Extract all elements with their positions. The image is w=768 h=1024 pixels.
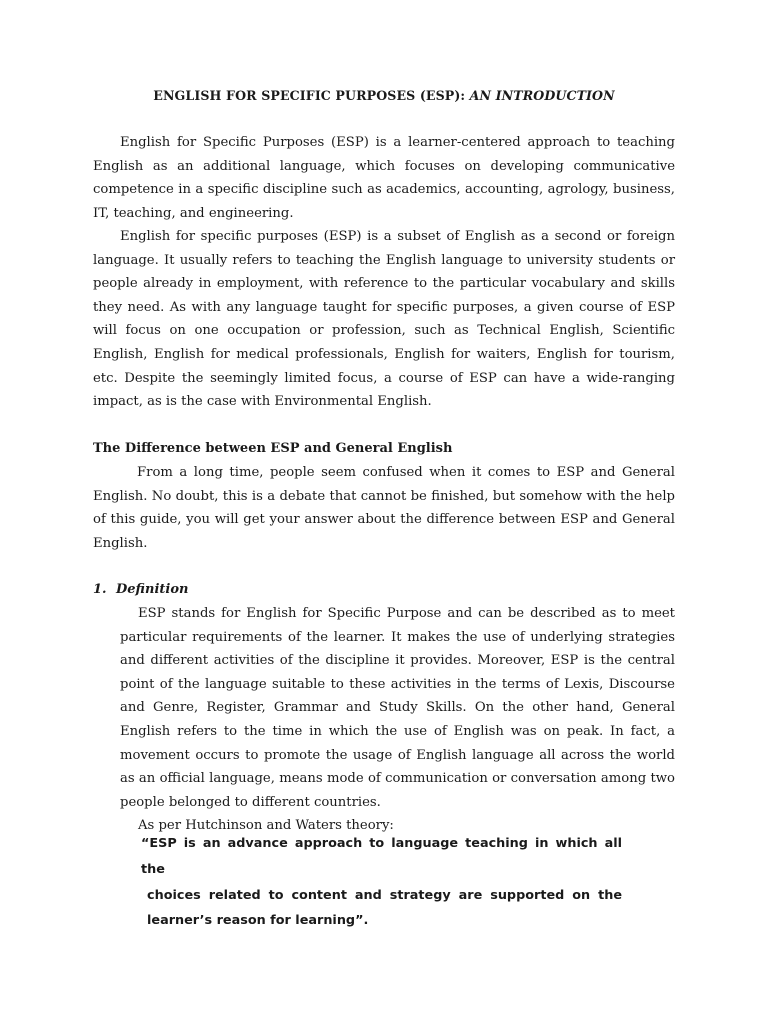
definition-title: Definition [116,582,189,597]
definition-heading [93,578,188,602]
quote-line-3: learner’s reason for learning”. [147,913,369,929]
intro-paragraph-1: English for Specific Purposes (ESP) is a learner-centered approach to teaching English as an additional language, which focuses on developing communicative competence in a specific discipline such as academics, accounting, agrology, business, IT, teaching, and engineering. [93,135,675,221]
title-subtitle: AN INTRODUCTION [469,88,615,103]
quote-line-2: choices related to content and strategy are supported on the [147,887,622,903]
intro-paragraph-2: English for specific purposes (ESP) is a subset of English as a second or foreign language. It usually refers to teaching the English language to university students or people already in employment, with reference to the particular vocabulary and skills they need. As with any language taught for specific purposes, a given course of ESP will focus on one occupation or profession, such as Technical English, Scientific English, English for medical professionals, English for waiters, English for tourism, etc. Despite the seemingly limited focus, a course of ESP can have a wide-ranging impact, as is the case with Environmental English. [93,229,675,410]
document-title [93,84,675,108]
theory-intro: As per Hutchinson and Waters theory: [138,818,394,833]
definition-paragraph: ESP stands for English for Specific Purpose and can be described as to meet particular requirements of the learner. It makes the use of underlying strategies and different activities of the discipline it provides. Moreover, ESP is the central point of the language suitable to these activities in the terms of Lexis, Discourse and Genre, Register, Grammar and Study Skills. On the other hand, General English refers to the time in which the use of English was on peak. In fact, a movement occurs to promote the usage of English language all across the world as an official language, means mode of communication or conversation among two people belonged to different countries. [120,606,675,810]
definition-number: 1. [93,582,107,597]
section-heading: The Difference between ESP and General English [93,441,453,456]
theory-quote [141,831,622,934]
title-main: ENGLISH FOR SPECIFIC PURPOSES (ESP): [153,88,470,103]
section-paragraph: From a long time, people seem confused when it comes to ESP and General English. No doubt, this is a debate that cannot be finished, but somehow with the help of this guide, you will get your answer about the difference between ESP and General English. [93,465,675,551]
quote-line-1: “ESP is an advance approach to language teaching in which all the [141,836,622,877]
